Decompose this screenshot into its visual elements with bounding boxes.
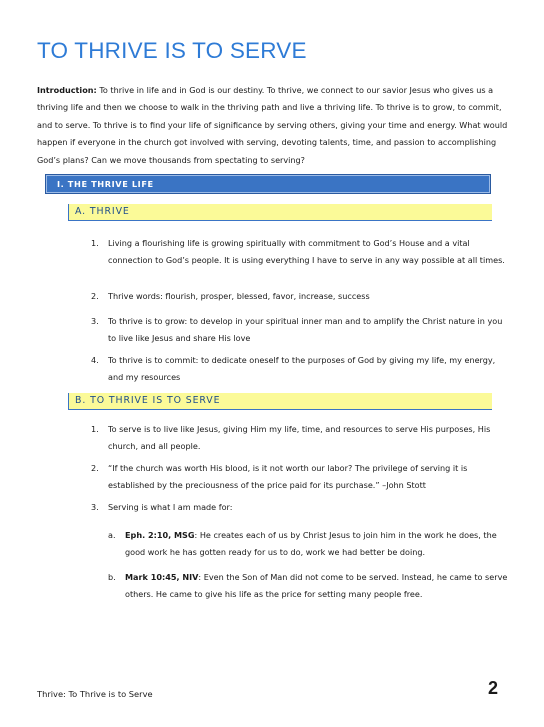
list-number: 3. — [91, 502, 99, 512]
sub-list-letter: a. — [108, 530, 116, 540]
page-title: TO THRIVE IS TO SERVE — [37, 38, 307, 63]
subheading-label: B. TO THRIVE IS TO SERVE — [75, 395, 221, 406]
list-number: 1. — [91, 424, 99, 434]
subheading-thrive — [68, 204, 492, 221]
list-text: “If the church was worth His blood, is it not worth our labor? The privilege of serving it is established by the preciousness of the price paid for its purchase.” –John Stott — [108, 463, 468, 490]
list-number: 1. — [91, 238, 99, 248]
section-heading-label: I. THE THRIVE LIFE — [57, 179, 154, 189]
list-text: To thrive is to commit: to dedicate oneself to the purposes of God by giving my life, my energy, and my resources — [108, 355, 496, 382]
list-number: 3. — [91, 316, 99, 326]
sub-list-letter: b. — [108, 572, 116, 582]
scripture-text: : Even the Son of Man did not come to be served. Instead, he came to serve others. He came to give his life as the price for setting many people free. — [125, 572, 508, 599]
list-text: Living a flourishing life is growing spiritually with commitment to God’s House and a vital connection to God’s people. It is using everything I have to serve in any way possible at all times. — [108, 238, 505, 265]
intro-text: To thrive in life and in God is our destiny. To thrive, we connect to our savior Jesus who gives us a thriving life and then we choose to walk in the thriving path and live a thriving life. To thrive is to grow, to commit, and to serve. To thrive is to find your life of significance by serving others, giving your time and energy. What would happen if everyone in the church got involved with serving, devoting talents, time, and passion to accomplishing God’s plans? Can we move thousands from spectating to serving? — [37, 85, 508, 165]
list-number: 4. — [91, 355, 99, 365]
list-text: To serve is to live like Jesus, giving Him my life, time, and resources to serve His purposes, His church, and all people. — [108, 424, 491, 451]
scripture-reference: Mark 10:45, NIV — [125, 572, 199, 582]
page-number: 2 — [488, 678, 499, 698]
subheading-label: A. THRIVE — [75, 206, 130, 217]
list-text: Serving is what I am made for: — [108, 502, 233, 512]
scripture-reference: Eph. 2:10, MSG — [125, 530, 195, 540]
list-number: 2. — [91, 463, 99, 473]
footer-text: Thrive: To Thrive is to Serve — [37, 689, 153, 699]
list-number: 2. — [91, 291, 99, 301]
list-text: Thrive words: flourish, prosper, blessed, favor, increase, success — [108, 291, 370, 301]
intro-label: Introduction: — [37, 85, 97, 95]
list-text: To thrive is to grow: to develop in your spiritual inner man and to amplify the Christ nature in you to live like Jesus and share His love — [108, 316, 503, 343]
subheading-to-thrive-is-to-serve — [68, 393, 492, 410]
sub-list-text — [125, 527, 511, 561]
scripture-text: : He creates each of us by Christ Jesus to join him in the work he does, the good work he has gotten ready for us to do, work we had better be doing. — [125, 530, 497, 557]
sub-list-text — [125, 569, 511, 603]
introduction-paragraph — [37, 82, 513, 169]
section-heading-thrive-life — [45, 174, 491, 194]
